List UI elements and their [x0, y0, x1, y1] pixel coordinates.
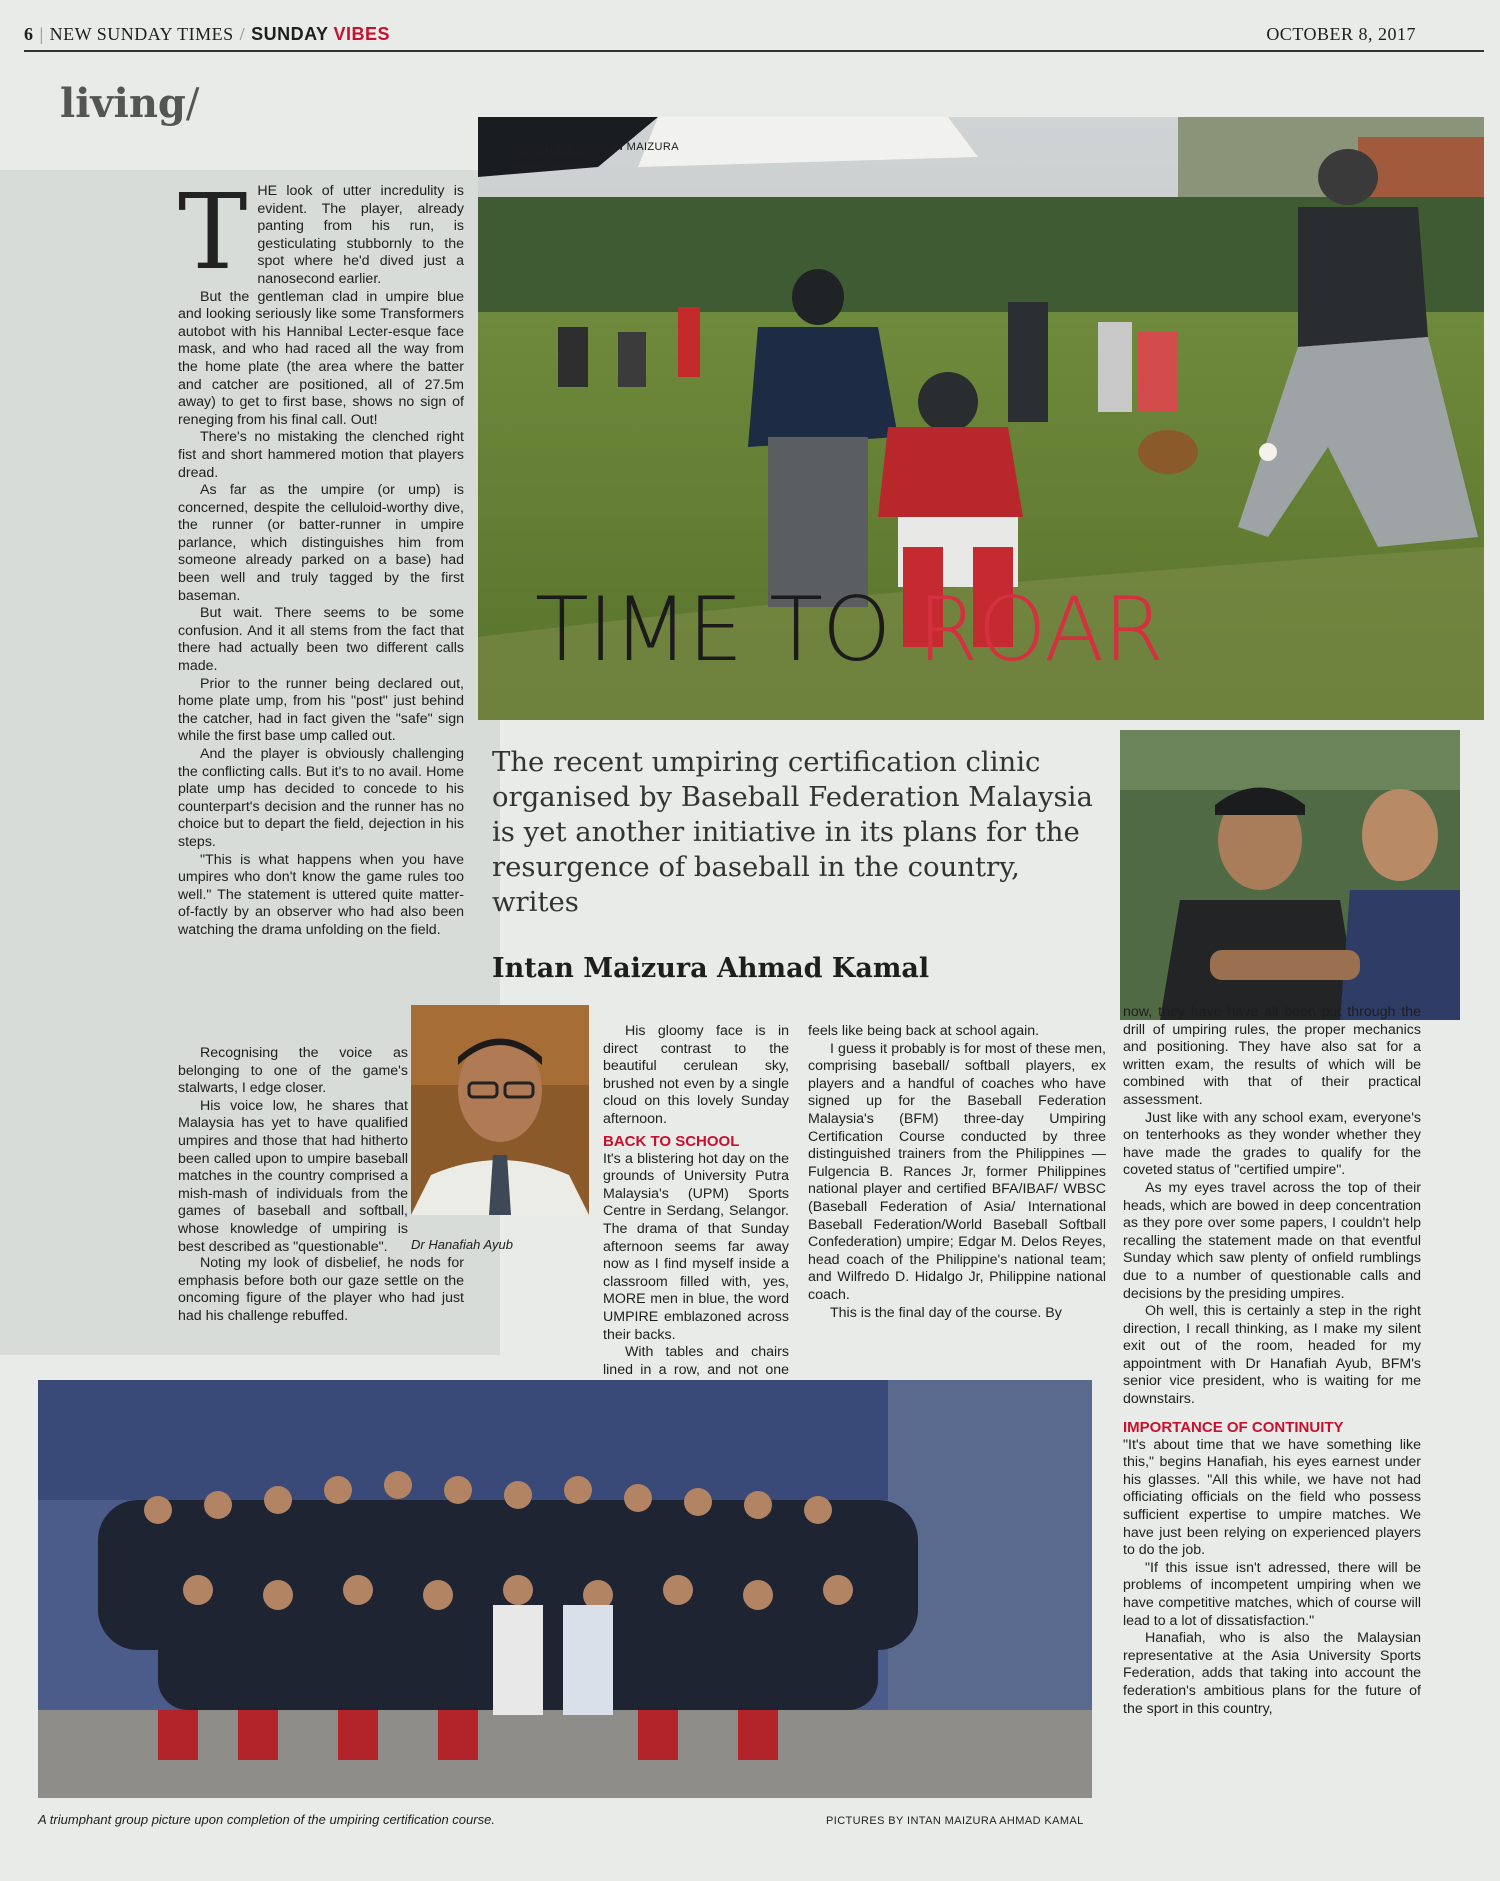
paragraph: With tables and chairs lined in a row, and not one: [603, 1344, 789, 1378]
subhead-back-to-school: BACK TO SCHOOL: [603, 1132, 740, 1150]
hero-photo-credit: PICTURES BY INTAN MAIZURA AHMAD KAMAL: [508, 141, 679, 167]
paragraph: And the player is obviously challenging the conflicting calls. But it's to no avail. Home plate ump has decided to concede to his counterpart's decision and the runner has no choice but to depart the field, dejection in his steps.: [178, 746, 464, 850]
article-column-1-lower: [178, 1045, 408, 1256]
byline: Intan Maizura Ahmad Kamal: [492, 953, 930, 984]
group-photo-caption: A triumphant group picture upon completion of the umpiring certification course.: [38, 1812, 495, 1827]
standfirst: The recent umpiring certification clinic organised by Baseball Federation Malaysia is yet another initiative in its plans for the resurgence of baseball in the country, writes: [492, 746, 1093, 918]
paragraph: This is the final day of the course. By: [830, 1304, 1062, 1321]
paragraph: Noting my look of disbelief, he nods for emphasis before both our gaze settle on the oncoming figure of the player who had just had his challenge rebuffed.: [178, 1255, 464, 1324]
paragraph: As my eyes travel across the top of their heads, which are bowed in deep concentration as they pore over some papers, I couldn't help recalling the statement made on that eventful Sunday which saw plenty of onfield rumblings due to a number of questionable calls and decisions by the presiding umpires.: [1123, 1179, 1421, 1302]
paragraph: His voice low, he shares that Malaysia has yet to have qualified umpires and those that had hitherto been called upon to umpire baseball matches in the country comprised a mish-mash of individuals from the games of baseball and softball, whose knowledge of umpiring is best described as "questionable".: [178, 1097, 408, 1255]
paragraph: But wait. There seems to be some confusion. And it all stems from the fact that there had actually been two different calls made.: [178, 605, 464, 675]
lead-paragraph: THE look of utter incredulity is evident. The player, already panting from his run, is gesticulating stubbornly to the spot where he'd dived just a nanosecond earlier.: [178, 171, 464, 293]
two-men-illustration: [1120, 730, 1460, 1020]
group-photo: [38, 1380, 1092, 1798]
section-name-a: SUNDAY: [251, 24, 329, 44]
headline: TIME TO ROAR: [535, 578, 1164, 681]
paragraph: "It's about time that we have something like this," begins Hanafiah, his eyes earnest under his glasses. "All this while, we have not had officiating officials on the field who possess sufficient expertise to umpire matches. We have just been relying on experienced players to do the job.: [1123, 1436, 1421, 1559]
portrait-photo: [411, 1005, 589, 1215]
page-header: 6 | NEW SUNDAY TIMES / SUNDAY VIBES: [24, 24, 391, 44]
paragraph: But the gentleman clad in umpire blue and looking seriously like some Transformers autobot with his Hannibal Lecter-esque face mask, and who had raced all the way from the home plate (the area where the batter and catcher are positioned, all of 27.5m away) to get to first base, shows no sign of reneging from his final call. Out!: [178, 288, 464, 428]
paragraph: now, they have have all been put through the drill of umpiring rules, the proper mechanics and positioning. They have also sat for a written exam, the results of which will be combined with that of their practical assessment.: [1123, 1004, 1421, 1108]
subhead-importance-of-continuity: IMPORTANCE OF CONTINUITY: [1123, 1418, 1344, 1436]
paragraph: His gloomy face is in direct contrast to the beautiful cerulean sky, brushed not even by a single cloud on this lovely Sunday afternoon.: [603, 1023, 789, 1127]
paragraph: "This is what happens when you have umpires who don't know the game rules too well." The statement is uttered quite matter-of-factly by an observer who had also been watching the drama unfolding on the field.: [178, 851, 464, 938]
paragraph: Oh well, this is certainly a step in the right direction, I recall thinking, as I make my silent exit out of the room, headed for my appointment with Dr Hanafiah Ayub, BFM's senior vice president, who is waiting for me downstairs.: [1123, 1303, 1421, 1408]
paragraph: As far as the umpire (or ump) is concerned, despite the celluloid-worthy dive, the runner (or batter-runner in umpire parlance, which distinguishes him from someone already parked on a base) had been well and truly tagged by the first baseman.: [178, 482, 464, 604]
article-column-2: [603, 1023, 789, 1414]
paragraph: feels like being back at school again.: [808, 1023, 1040, 1039]
portrait-illustration: [411, 1005, 589, 1215]
paragraph: "If this issue isn't adressed, there will be problems of incompetent umpiring when we have competitive matches, which of course will lead to a lot of dissatisfaction.": [1123, 1559, 1421, 1629]
article-column-1-bottom: [178, 1255, 464, 1325]
group-photo-credit: PICTURES BY INTAN MAIZURA AHMAD KAMAL: [826, 1815, 1084, 1827]
paragraph: Prior to the runner being declared out, home plate ump, from his "post" just behind the catcher, had in fact given the "safe" sign while the first base ump called out.: [178, 675, 464, 745]
officials-photo: [1120, 730, 1460, 1020]
paragraph: There's no mistaking the clenched right fist and short hammered motion that players dread.: [178, 429, 464, 481]
article-column-4: [1123, 1004, 1421, 1718]
issue-date: OCTOBER 8, 2017: [1266, 24, 1416, 44]
section-tag: living/: [60, 80, 200, 127]
header-rule: [24, 50, 1484, 52]
paragraph: It's a blistering hot day on the grounds of University Putra Malaysia's (UPM) Sports Centre in Serdang, Selangor. The drama of that Sunday afternoon seems far away now as I find myself inside a classroom filled with, yes, MORE men in blue, the word UMPIRE emblazoned across their backs.: [603, 1150, 789, 1343]
article-column-1: [178, 171, 464, 940]
paragraph: I guess it probably is for most of these men, comprising baseball/ softball players, ex players and a handful of coaches who have signed up for the Baseball Federation Malaysia's (BFM) three-day Umpiring Certification Course conducted by three distinguished trainers from the Philippines — Fulgencia B. Rances Jr, former Philippines national player and certified BFA/IBAF/ WBSC (Baseball Federation of Asia/ International Baseball Federation/World Baseball Softball Confederation) umpire; Edgar M. Delos Reyes, head coach of the Philippine's national team; and Wilfredo D. Hidalgo Jr, Philippine national coach.: [808, 1040, 1106, 1303]
section-name-b: VIBES: [333, 24, 391, 44]
paragraph: Hanafiah, who is also the Malaysian representative at the Asia University Sports Federation, adds that taking into account the federation's ambitious plans for the future of the sport in this country,: [1123, 1630, 1421, 1717]
group-illustration: [38, 1380, 1092, 1798]
portrait-caption: Dr Hanafiah Ayub: [411, 1237, 514, 1252]
paragraph: Recognising the voice as belonging to one of the game's stalwarts, I edge closer.: [178, 1045, 408, 1097]
drop-cap: T: [178, 171, 248, 293]
page-number: 6: [24, 24, 34, 44]
paragraph: Just like with any school exam, everyone's on tenterhooks as they wonder whether they have made the grades to qualify for the coveted status of "certified umpire".: [1123, 1109, 1421, 1179]
paper-name: NEW SUNDAY TIMES: [49, 24, 234, 44]
article-column-3: [808, 1023, 1106, 1322]
